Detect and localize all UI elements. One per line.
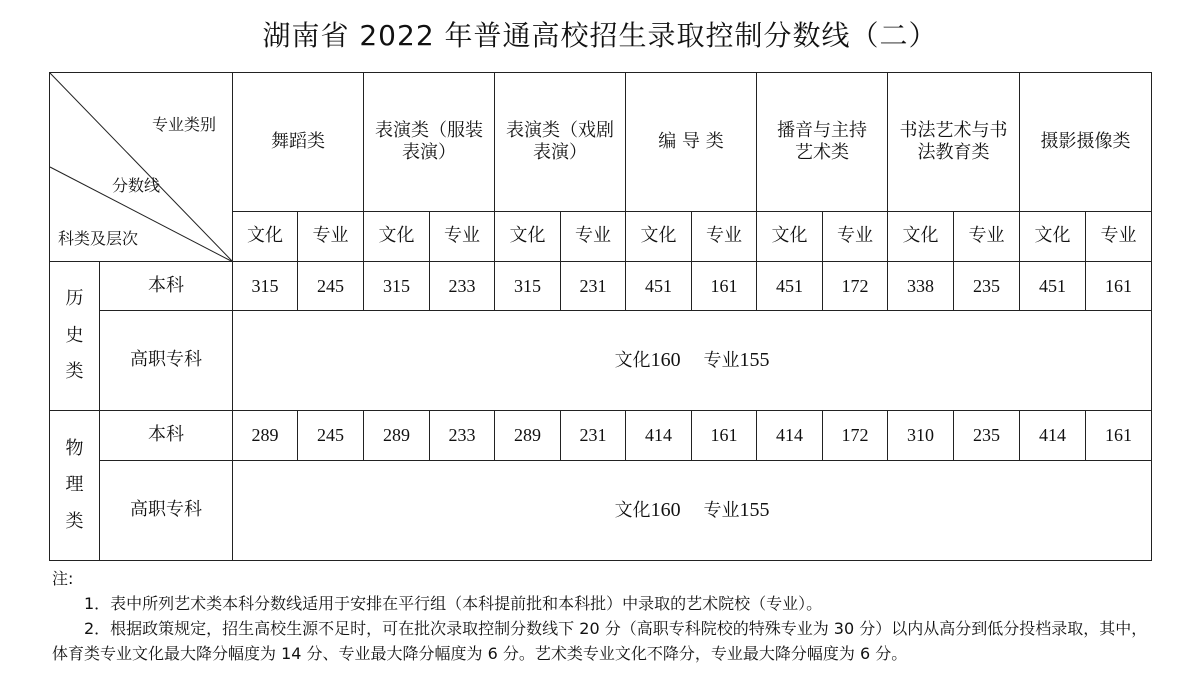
score-cell: 338 [888, 262, 954, 311]
score-cell: 414 [757, 411, 823, 461]
group-label-char: 史 [65, 324, 84, 346]
group-label-char: 理 [65, 474, 84, 496]
group-label-char: 历 [65, 288, 84, 310]
culture-value: 160 [650, 499, 681, 521]
level-label: 高职专科 [100, 461, 233, 561]
group-label-char: 物 [65, 437, 84, 459]
major-header: 表演类（服装表演） [364, 73, 495, 212]
major-header: 书法艺术与书法教育类 [888, 73, 1020, 212]
corner-label-category: 科类及层次 [58, 229, 139, 248]
sub-header-culture: 文化 [1020, 212, 1086, 262]
merged-score-cell [233, 461, 1152, 561]
major-value: 155 [739, 349, 770, 371]
major-value: 155 [739, 499, 770, 521]
table-row [50, 262, 1152, 311]
score-cell: 172 [823, 262, 888, 311]
corner-label-major: 专业类别 [152, 115, 217, 134]
score-cell: 235 [954, 262, 1020, 311]
sub-header-major: 专业 [561, 212, 626, 262]
score-cell: 310 [888, 411, 954, 461]
score-cell: 414 [1020, 411, 1086, 461]
sub-header-culture: 文化 [495, 212, 561, 262]
header-row-majors [50, 73, 1152, 212]
merged-score-cell [233, 311, 1152, 411]
score-cell: 289 [233, 411, 298, 461]
culture-label: 文化 [614, 350, 651, 371]
score-cell: 161 [1086, 262, 1152, 311]
sub-header-major: 专业 [298, 212, 364, 262]
notes-label: 注: [52, 569, 74, 588]
sub-header-major: 专业 [692, 212, 757, 262]
corner-label-score: 分数线 [112, 176, 161, 195]
major-label: 专业 [703, 500, 740, 521]
level-label: 高职专科 [100, 311, 233, 411]
score-cell: 161 [692, 262, 757, 311]
sub-header-culture: 文化 [757, 212, 823, 262]
major-header: 摄影摄像类 [1020, 73, 1152, 212]
sub-header-major: 专业 [1086, 212, 1152, 262]
corner-cell [50, 73, 233, 262]
score-cell: 315 [364, 262, 430, 311]
score-cell: 245 [298, 411, 364, 461]
score-cell: 161 [1086, 411, 1152, 461]
score-cell: 451 [626, 262, 692, 311]
score-cell: 233 [430, 262, 495, 311]
score-cell: 235 [954, 411, 1020, 461]
major-label: 专业 [703, 350, 740, 371]
score-cell: 231 [561, 262, 626, 311]
group-label-physics [50, 411, 100, 561]
sub-header-culture: 文化 [364, 212, 430, 262]
group-label-char: 类 [65, 361, 84, 383]
score-cell: 161 [692, 411, 757, 461]
score-cell: 315 [233, 262, 298, 311]
score-cell: 315 [495, 262, 561, 311]
score-cell: 289 [364, 411, 430, 461]
culture-value: 160 [650, 349, 681, 371]
sub-header-culture: 文化 [233, 212, 298, 262]
sub-header-culture: 文化 [888, 212, 954, 262]
level-label: 本科 [100, 262, 233, 311]
score-cell: 289 [495, 411, 561, 461]
major-header: 表演类（戏剧表演） [495, 73, 626, 212]
score-cell: 451 [757, 262, 823, 311]
score-cell: 233 [430, 411, 495, 461]
table-row [50, 311, 1152, 411]
culture-label: 文化 [614, 500, 651, 521]
major-header: 播音与主持艺术类 [757, 73, 888, 212]
score-cell: 414 [626, 411, 692, 461]
note-item: 2．根据政策规定，招生高校生源不足时，可在批次录取控制分数线下 20 分（高职专科院校的特殊专业为 30 分）以内从高分到低分投档录取，其中，体育类专业文化最大降分幅度为 14 分、专业最大降分幅度为 6 分。艺术类专业文化不降分，专业最大降分幅度为 6 分。 [52, 619, 1148, 663]
score-cell: 172 [823, 411, 888, 461]
sub-header-major: 专业 [954, 212, 1020, 262]
page-title: 湖南省 2022 年普通高校招生录取控制分数线（二） [262, 19, 938, 52]
sub-header-major: 专业 [823, 212, 888, 262]
group-label-char: 类 [65, 510, 84, 532]
note-item: 1．表中所列艺术类本科分数线适用于安排在平行组（本科提前批和本科批）中录取的艺术院校（专业）。 [84, 594, 823, 613]
score-cell: 245 [298, 262, 364, 311]
notes [52, 566, 1154, 666]
score-table [49, 72, 1152, 561]
score-cell: 231 [561, 411, 626, 461]
table-row [50, 461, 1152, 561]
table-row [50, 411, 1152, 461]
major-header: 舞蹈类 [233, 73, 364, 212]
sub-header-culture: 文化 [626, 212, 692, 262]
group-label-history [50, 262, 100, 411]
major-header: 编 导 类 [626, 73, 757, 212]
sub-header-major: 专业 [430, 212, 495, 262]
score-cell: 451 [1020, 262, 1086, 311]
level-label: 本科 [100, 411, 233, 461]
